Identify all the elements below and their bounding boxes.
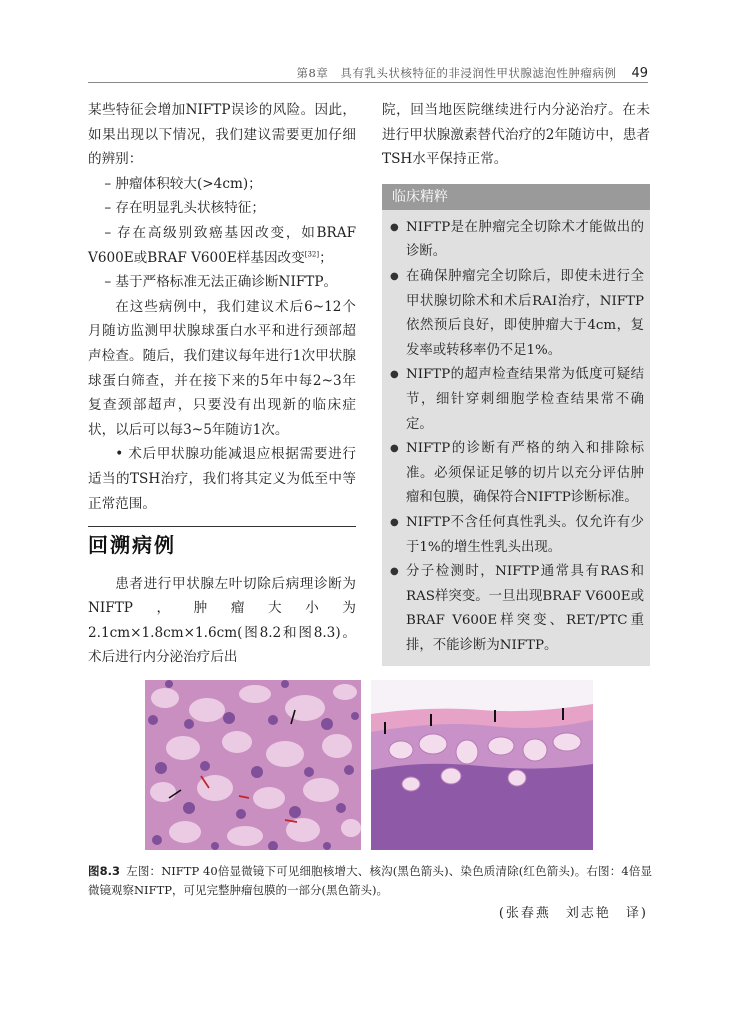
clinical-pearls-list	[382, 210, 650, 667]
right-column	[382, 98, 650, 666]
pearl-item: ● NIFTP不含任何真性乳头。仅允许有少于1%的增生性乳头出现。	[390, 511, 644, 560]
running-header	[88, 62, 648, 83]
pearl-item: ● 在确保肿瘤完全切除后，即使未进行全甲状腺切除术和术后RAI治疗，NIFTP依然预后良好，即使肿瘤大于4cm，复发率或转移率仍不足1%。	[390, 265, 644, 363]
left-column	[88, 98, 356, 670]
page-number: 49	[631, 66, 648, 81]
intro-paragraph: 某些特征会增加NIFTP误诊的风险。因此，如果出现以下情况，我们建议需要更加仔细的辨别：	[88, 102, 356, 168]
chapter-title: 第8章 具有乳头状核特征的非浸润性甲状腺滤泡性肿瘤病例	[296, 66, 617, 80]
section-title: 回溯病例	[88, 533, 176, 558]
figure-8-3	[145, 680, 593, 850]
dash-item-braf-end: ；	[319, 249, 333, 266]
citation-ref: [32]	[304, 250, 320, 259]
micrograph-40x	[145, 680, 361, 850]
figure-caption-text: 左图：NIFTP 40倍显微镜下可见细胞核增大、核沟(黑色箭头)、染色质清除(红色箭头)。右图：4倍显微镜观察NIFTP，可见完整肿瘤包膜的一部分(黑色箭头)。	[88, 864, 653, 897]
pearl-item: ● NIFTP的超声检查结果常为低度可疑结节，细针穿刺细胞学检查结果常不确定。	[390, 363, 644, 437]
followup-paragraph: 在这些病例中，我们建议术后6~12个月随访监测甲状腺球蛋白水平和进行颈部超声检查。随后，我们建议每年进行1次甲状腺球蛋白筛查，并在接下来的5年中每2~3年复查颈部超声，只要没有出现新的临床症状，以后可以每3~5年随访1次。	[88, 298, 356, 438]
translators: (张春燕 刘志艳 译)	[498, 906, 648, 921]
micrograph-4x	[371, 680, 593, 850]
micrograph-40x-image	[145, 680, 361, 850]
pearl-item: ● NIFTP是在肿瘤完全切除术才能做出的诊断。	[390, 216, 644, 265]
pearl-item: ● 分子检测时，NIFTP通常具有RAS和RAS样突变。一旦出现BRAF V600E或BRAF V600E样突变、RET/PTC重排，不能诊断为NIFTP。	[390, 560, 644, 658]
clinical-pearls-box	[382, 184, 650, 667]
dash-item-braf	[88, 221, 356, 270]
dash-item-criteria: – 基于严格标准无法正确诊断NIFTP。	[104, 274, 338, 291]
dash-item-nuclear: – 存在明显乳头状核特征；	[104, 200, 265, 217]
section-divider	[88, 526, 356, 527]
tsh-bullet: • 术后甲状腺功能减退应根据需要进行适当的TSH治疗，我们将其定义为低至中等正常范围。	[88, 446, 356, 512]
case-paragraph: 患者进行甲状腺左叶切除后病理诊断为NIFTP，肿瘤大小为2.1cm×1.8cm×1.6cm(图8.2和图8.3)。术后进行内分泌治疗后出	[88, 575, 356, 666]
pearl-item: ● NIFTP的诊断有严格的纳入和排除标准。必须保证足够的切片以充分评估肿瘤和包膜，确保符合NIFTP诊断标准。	[390, 437, 644, 511]
figure-label: 图8.3	[88, 864, 121, 878]
clinical-pearls-title: 临床精粹	[382, 184, 650, 210]
dash-item-braf-text: – 存在高级别致癌基因改变，如BRAF V600E或BRAF V600E样基因改变	[88, 224, 356, 266]
case-continued: 院，回当地医院继续进行内分泌治疗。在未进行甲状腺激素替代治疗的2年随访中，患者TSH水平保持正常。	[382, 102, 650, 168]
figure-caption	[88, 862, 652, 900]
dash-item-size: – 肿瘤体积较大(>4cm)；	[104, 175, 262, 192]
micrograph-4x-image	[371, 680, 593, 850]
